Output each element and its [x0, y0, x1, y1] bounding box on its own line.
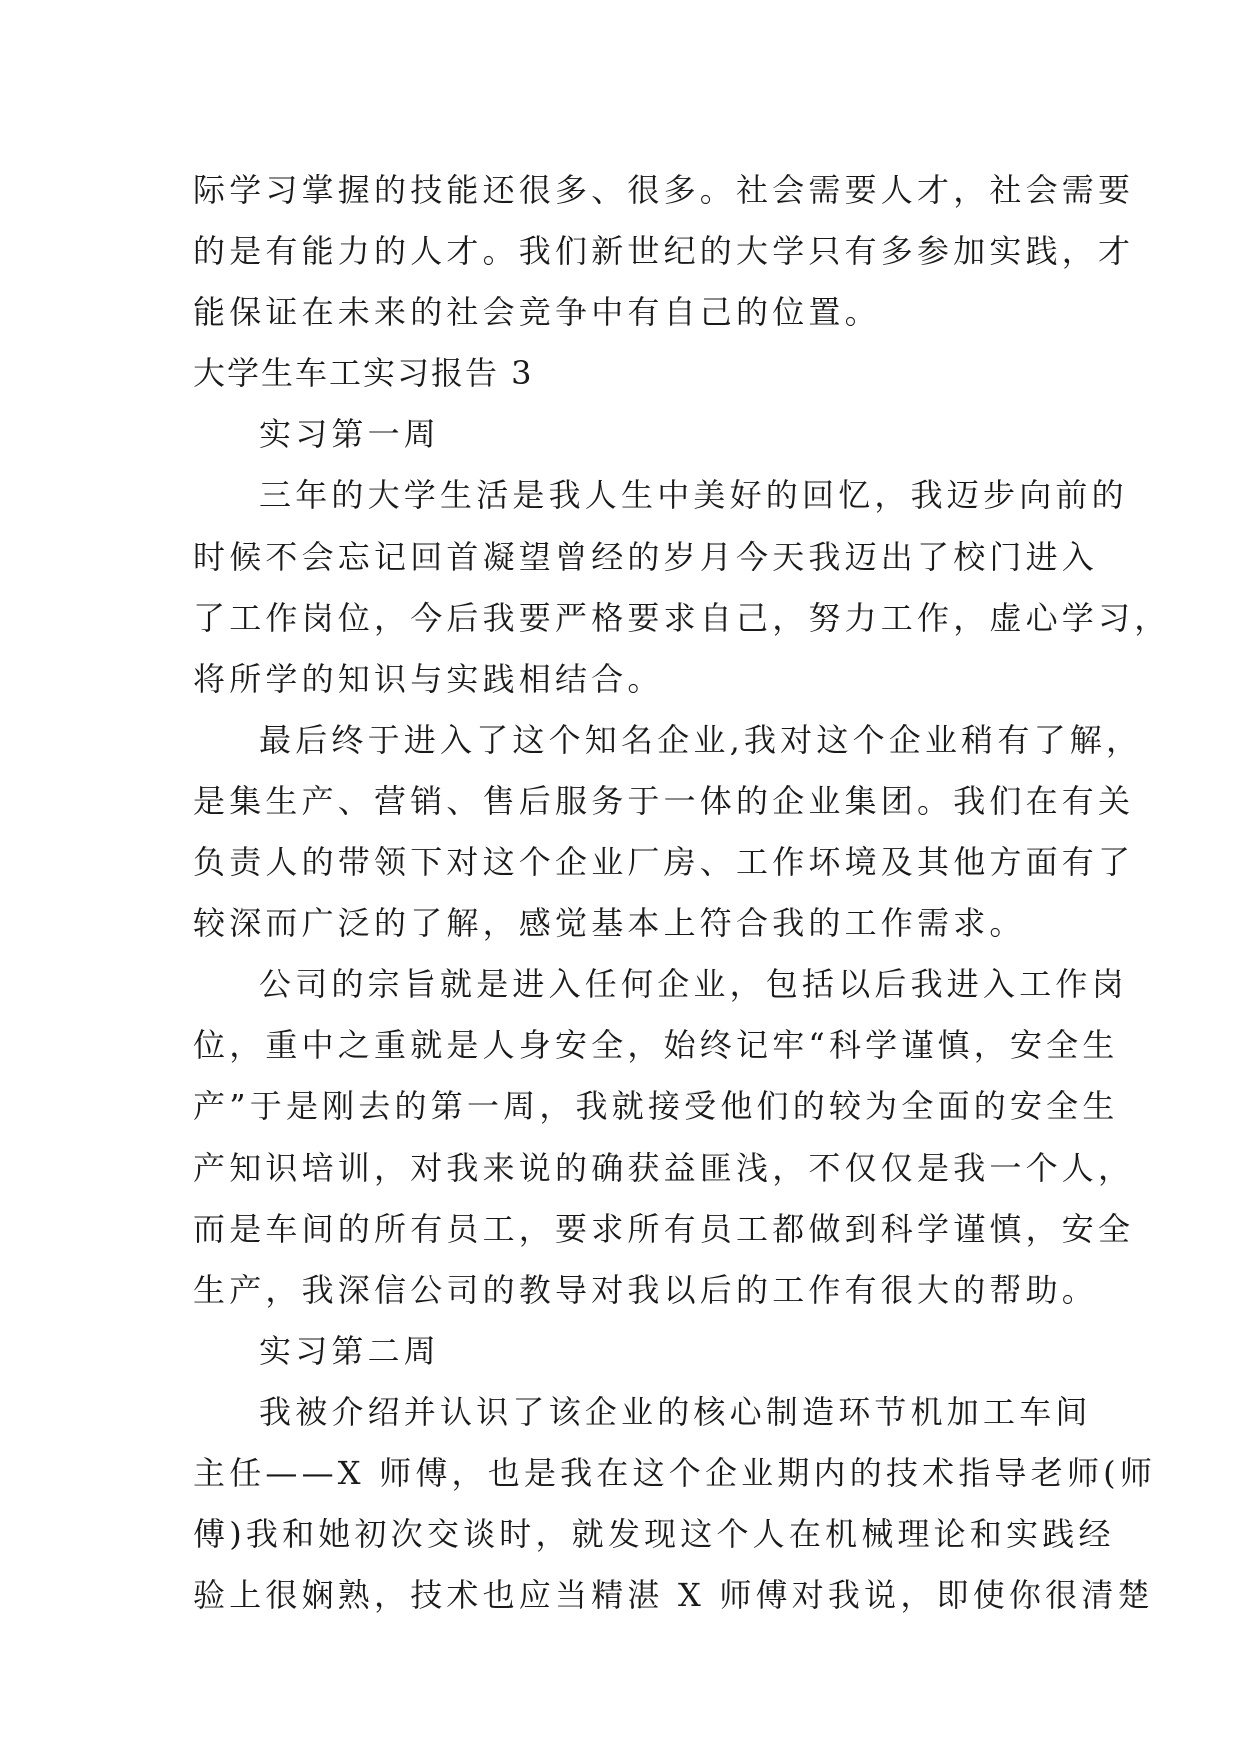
- text-line: 的是有能力的人才。我们新世纪的大学只有多参加实践，才: [193, 232, 1135, 271]
- text-line: 了工作岗位，今后我要严格要求自己，努力工作，虚心学习，: [193, 598, 1171, 637]
- text-line: 主任——X 师傅，也是我在这个企业期内的技术指导老师(师: [193, 1453, 1157, 1492]
- text-line: 三年的大学生活是我人生中美好的回忆，我迈步向前的: [259, 476, 1128, 515]
- text-line: 际学习掌握的技能还很多、很多。社会需要人才，社会需要: [193, 171, 1135, 209]
- text-line: 将所学的知识与实践相结合。: [193, 659, 664, 698]
- text-line: 能保证在未来的社会竞争中有自己的位置。: [193, 293, 881, 332]
- text-line: 负责人的带领下对这个企业厂房、工作坏境及其他方面有了: [193, 843, 1135, 882]
- text-line: 是集生产、营销、售后服务于一体的企业集团。我们在有关: [193, 781, 1135, 820]
- text-line: 最后终于进入了这个知名企业,我对这个企业稍有了解，: [259, 720, 1143, 759]
- text-line: 生产，我深信公司的教导对我以后的工作有很大的帮助。: [193, 1270, 1099, 1309]
- text-line: 位，重中之重就是人身安全，始终记牢“科学谨慎，安全生: [193, 1026, 1119, 1065]
- text-line: 时候不会忘记回首凝望曾经的岁月今天我迈出了校门进入: [193, 537, 1099, 576]
- section-title: 大学生车工实习报告 3: [193, 354, 534, 393]
- text-line: 我被介绍并认识了该企业的核心制造环节机加工车间: [259, 1392, 1092, 1431]
- subsection-title: 实习第一周: [259, 415, 441, 454]
- document-body: [193, 160, 1171, 1626]
- subsection-title: 实习第二周: [259, 1331, 441, 1370]
- text-line: 产知识培训，对我来说的确获益匪浅，不仅仅是我一个人，: [193, 1148, 1135, 1187]
- text-line: 而是车间的所有员工，要求所有员工都做到科学谨慎，安全: [193, 1209, 1135, 1248]
- text-line: 傅)我和她初次交谈时，就发现这个人在机械理论和实践经: [193, 1515, 1115, 1554]
- text-line: 公司的宗旨就是进入任何企业，包括以后我进入工作岗: [259, 965, 1128, 1004]
- text-line: 验上很娴熟，技术也应当精湛 X 师傅对我说，即使你很清楚: [193, 1576, 1154, 1615]
- text-line: 产”于是刚去的第一周，我就接受他们的较为全面的安全生: [193, 1087, 1119, 1126]
- text-line: 较深而广泛的了解，感觉基本上符合我的工作需求。: [193, 904, 1026, 943]
